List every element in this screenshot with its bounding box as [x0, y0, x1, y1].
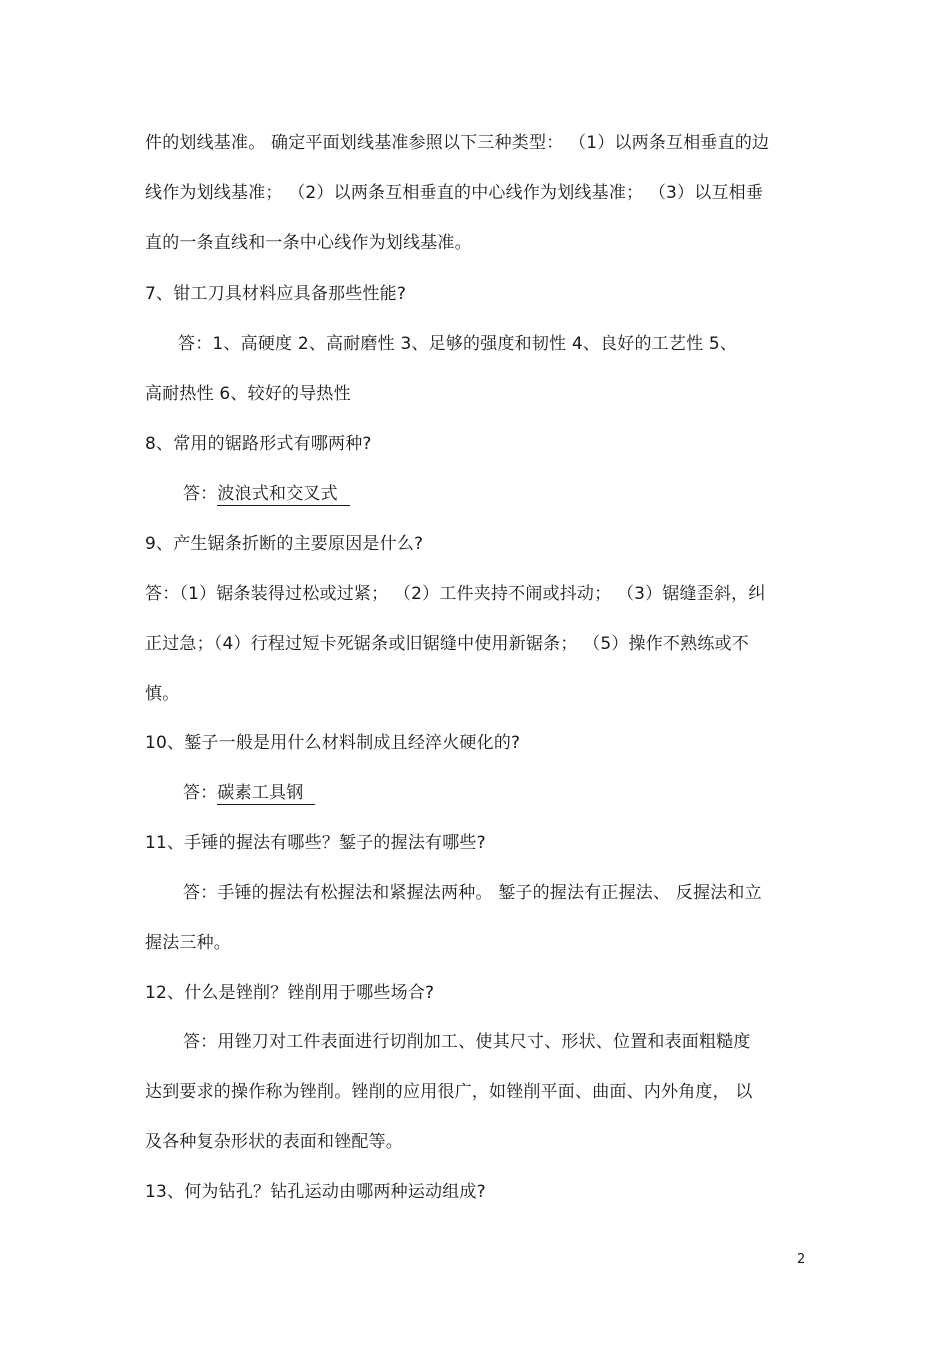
page-number: 2 — [797, 1252, 806, 1267]
question-12: 12、什么是锉削？锉削用于哪些场合? — [145, 983, 435, 1003]
answer-label: 答： — [183, 783, 218, 803]
answer-label: 答： — [183, 484, 218, 504]
answer-7-line-2: 高耐热性 6、较好的导热性 — [145, 384, 351, 404]
question-13: 13、何为钻孔？钻孔运动由哪两种运动组成? — [145, 1182, 486, 1202]
answer-10 — [183, 782, 315, 804]
answer-9-line-3: 慎。 — [145, 684, 180, 704]
underlined-answer: 波浪式和交叉式 — [217, 484, 349, 506]
answer-7-line-1: 答：1、高硬度 2、高耐磨性 3、足够的强度和韧性 4、良好的工艺性 5、 — [178, 334, 738, 354]
text-line: 件的划线基准。 确定平面划线基准参照以下三种类型： （1）以两条互相垂直的边 — [145, 133, 770, 153]
question-7: 7、钳工刀具材料应具备那些性能? — [145, 284, 407, 304]
answer-11-line-2: 握法三种。 — [145, 933, 231, 953]
answer-12-line-3: 及各种复杂形状的表面和锉配等。 — [145, 1132, 403, 1152]
question-10: 10、錾子一般是用什么材料制成且经淬火硬化的? — [145, 733, 521, 753]
answer-11-line-1: 答：手锤的握法有松握法和紧握法两种。 錾子的握法有正握法、 反握法和立 — [183, 883, 762, 903]
answer-9-line-2: 正过急；（4）行程过短卡死锯条或旧锯缝中使用新锯条； （5）操作不熟练或不 — [145, 634, 749, 654]
text-line: 线作为划线基准； （2）以两条互相垂直的中心线作为划线基准； （3）以互相垂 — [145, 183, 764, 203]
answer-8 — [183, 483, 350, 505]
question-8: 8、常用的锯路形式有哪两种? — [145, 434, 372, 454]
underlined-answer: 碳素工具钢 — [217, 783, 315, 805]
question-11: 11、手锤的握法有哪些？錾子的握法有哪些? — [145, 833, 486, 853]
text-line: 直的一条直线和一条中心线作为划线基准。 — [145, 233, 472, 253]
answer-12-line-1: 答：用锉刀对工件表面进行切削加工、使其尺寸、形状、位置和表面粗糙度 — [183, 1032, 751, 1052]
question-9: 9、产生锯条折断的主要原因是什么? — [145, 534, 424, 554]
answer-9-line-1: 答：（1）锯条装得过松或过紧； （2）工件夹持不闹或抖动； （3）锯缝歪斜，纠 — [145, 584, 766, 604]
answer-12-line-2: 达到要求的操作称为锉削。锉削的应用很广，如锉削平面、曲面、内外角度， 以 — [145, 1082, 753, 1102]
